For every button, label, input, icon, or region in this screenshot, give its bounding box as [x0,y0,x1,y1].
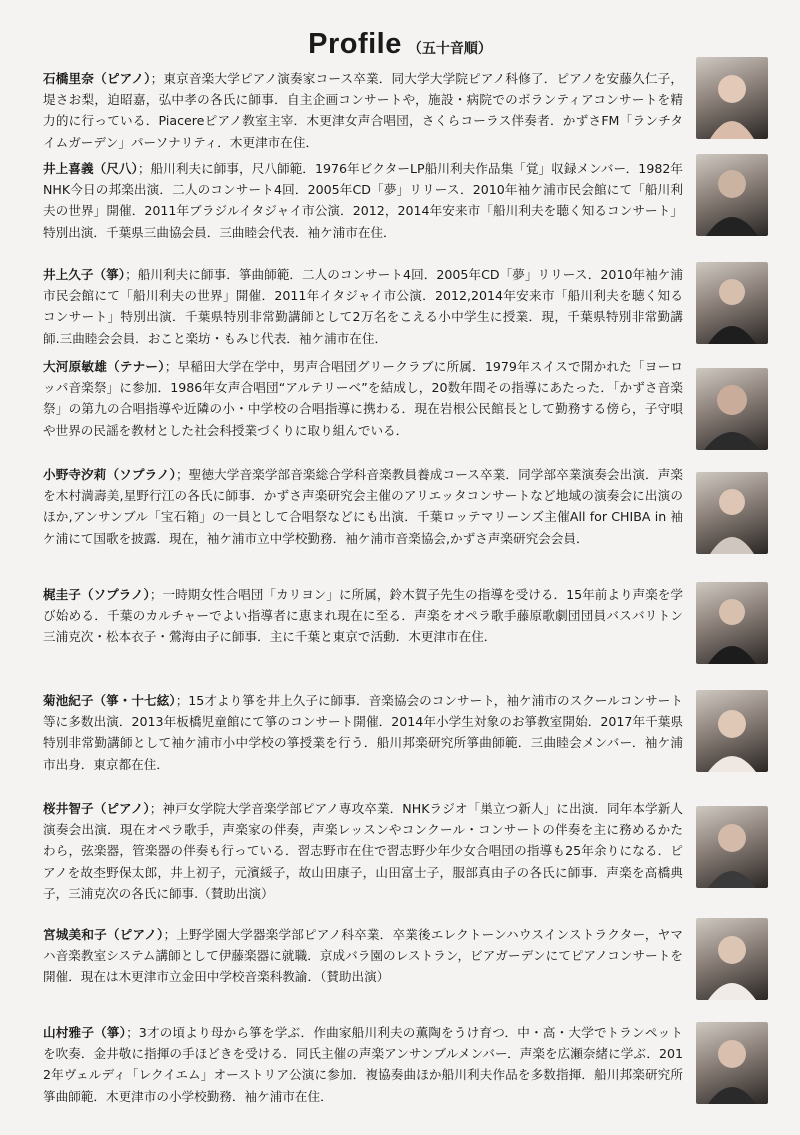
profile-photo [696,368,768,450]
profile-text [43,68,683,153]
profile-entry [43,1022,683,1107]
profile-entry [43,356,683,441]
profile-name: 山村雅子（箏） [43,1025,127,1040]
profile-text [43,584,683,648]
profile-name: 井上久子（箏） [43,267,126,282]
profile-text [43,798,683,904]
profile-name: 小野寺汐莉（ソプラノ） [43,467,176,482]
profile-name: 桜井智子（ピアノ） [43,801,150,816]
profile-name: 井上喜義（尺八） [43,161,138,176]
profile-name: 菊池紀子（箏・十七絃） [43,693,176,708]
profile-entry [43,584,683,648]
profile-bio: ；一時期女性合唱団「カリヨン」に所属，鈴木賀子先生の指導を受ける．15年前より声楽を学び始める．千葉のカルチャーでよい指導者に恵まれ現在に至る．声楽をオペラ歌手藤原歌劇団団員バスバリトン三浦克次・松本衣子・鶯海由子に師事．主に千葉と東京で活動．木更津市在住． [43,587,683,645]
profile-photo [696,154,768,236]
profile-text [43,158,683,243]
profile-entry [43,68,683,153]
profile-name: 大河原敏雄（テナー） [43,359,165,374]
profile-photo [696,582,768,664]
profile-text [43,690,683,775]
page-title [0,28,800,61]
profile-entry [43,924,683,988]
profile-entry [43,464,683,549]
profile-text [43,264,683,349]
profile-bio: ；15才より箏を井上久子に師事．音楽協会のコンサート，袖ケ浦市のスクールコンサート等に多数出演．2013年板橋児童館にて箏のコンサート開催．2014年小学生対象のお箏教室開始．2017年千葉県特別非常勤講師として袖ケ浦市小中学校の箏授業を行う．船川邦楽研究所箏曲師範．三曲睦会メンバー．袖ケ浦市出身．東京都在住． [43,693,684,772]
profile-bio: ；船川利夫に師事，尺八師範．1976年ビクターLP船川利夫作品集「覚」収録メンバー．1982年NHK今日の邦楽出演．二人のコンサート4回．2005年CD「夢」リリース．2010年袖ケ浦市民会館にて「船川利夫の世界」開催．2011年ブラジルイタジャイ市公演．2012，2014年安来市「船川利夫を聴く知るコンサート」特別出演．千葉県三曲協会員．三曲睦会代表．袖ケ浦市在住． [43,161,684,240]
profile-text [43,1022,683,1107]
profile-name: 梶圭子（ソプラノ） [43,587,150,602]
profile-entry [43,798,683,904]
profile-photo [696,690,768,772]
profile-entry [43,264,683,349]
profile-photo [696,57,768,139]
profile-photo [696,472,768,554]
profile-bio: ；上野学園大学器楽学部ピアノ科卒業．卒業後エレクトーンハウスインストラクター，ヤマハ音楽教室システム講師として伊藤楽器に就職．京成バラ園のレストラン，ビアガーデンにてピアノコンサートを開催．現在は木更津市立金田中学校音楽科教諭．（賛助出演） [43,927,683,985]
profile-entry [43,158,683,243]
profile-bio: ；早稲田大学在学中，男声合唱団グリークラブに所属．1979年スイスで開かれた「ヨーロッパ音楽祭」に参加．1986年女声合唱団“アルテリーベ”を結成し，20数年間その指導にあたった．「かずさ音楽祭」の第九の合唱指導や近隣の小・中学校の合唱指導に携わる．現在岩根公民館長として勤務する傍ら，子守唄や世界の民謡を教材とした社会科授業づくりに取り組んでいる． [43,359,683,438]
profile-text [43,924,683,988]
profile-bio: ；船川利夫に師事．箏曲師範．二人のコンサート4回．2005年CD「夢」リリース．2010年袖ケ浦市民会館にて「船川利夫の世界」開催．2011年イタジャイ市公演．2012,2014年安来市「船川利夫を聴く知るコンサート」特別出演．千葉県特別非常勤講師として2万名をこえる小中学生に授業．現，千葉県特別非常勤講師.三曲睦会会員．おこと楽坊・もみじ代表．袖ケ浦市在住． [43,267,684,346]
profile-bio: ；3才の頃より母から箏を学ぶ．作曲家船川利夫の薫陶をうけ育つ．中・高・大学でトランペットを吹奏．金井敬に指揮の手ほどきを受ける．同氏主催の声楽アンサンブルメンバー．声楽を広瀬奈緒に学ぶ．2012年ヴェルディ「レクイエム」オーストリア公演に参加．複協奏曲ほか船川利夫作品を多数指揮．船川邦楽研究所箏曲師範．木更津市の小学校勤務．袖ケ浦市在住． [43,1025,683,1104]
profile-photo [696,262,768,344]
profile-entry [43,690,683,775]
profile-name: 宮城美和子（ピアノ） [43,927,164,942]
profile-text [43,464,683,549]
profile-text [43,356,683,441]
profile-name: 石橋里奈（ピアノ） [43,71,151,86]
profile-photo [696,918,768,1000]
title-sub: （五十音順） [407,40,492,56]
profile-bio: ；神戸女学院大学音楽学部ピアノ専攻卒業．NHKラジオ「巣立つ新人」に出演．同年本学新人演奏会出演．現在オペラ歌手，声楽家の伴奏，声楽レッスンやコンクール・コンサートの伴奏を主に務めるかたわら，弦楽器，管楽器の伴奏も行っている．習志野市在住で習志野少年少女合唱団の指導も25年余りになる．ピアノを故杢野保太郎，井上初子，元濱綏子，故山田康子，山田富士子，服部真由子の各氏に師事．声楽を高橋典子，三浦克次の各氏に師事.（賛助出演） [43,801,683,901]
profile-photo [696,1022,768,1104]
profile-photo [696,806,768,888]
profile-bio: ；聖徳大学音楽学部音楽総合学科音楽教員養成コース卒業．同学部卒業演奏会出演．声楽を木村満壽美,星野行江の各氏に師事．かずさ声楽研究会主催のアリエッタコンサートなど地域の演奏会に出演のほか,アンサンブル「宝石箱」の一員として合唱祭などにも出演．千葉ロッテマリーンズ主催All for CHIBA in 袖ケ浦にて国歌を披露．現在，袖ケ浦市立中学校勤務．袖ケ浦市音楽協会,かずさ声楽研究会会員． [43,467,684,546]
title-main: Profile [308,28,402,60]
profile-bio: ；東京音楽大学ピアノ演奏家コース卒業．同大学大学院ピアノ科修了．ピアノを安藤久仁子，堤さお梨，迫昭嘉，弘中孝の各氏に師事．自主企画コンサートや，施設・病院でのボランティアコンサートを精力的に行っている．Piacereピアノ教室主宰．木更津女声合唱団，さくらコーラス伴奏者．かずさFM「ランチタイムガーデン」パーソナリティ．木更津市在住． [43,71,683,150]
